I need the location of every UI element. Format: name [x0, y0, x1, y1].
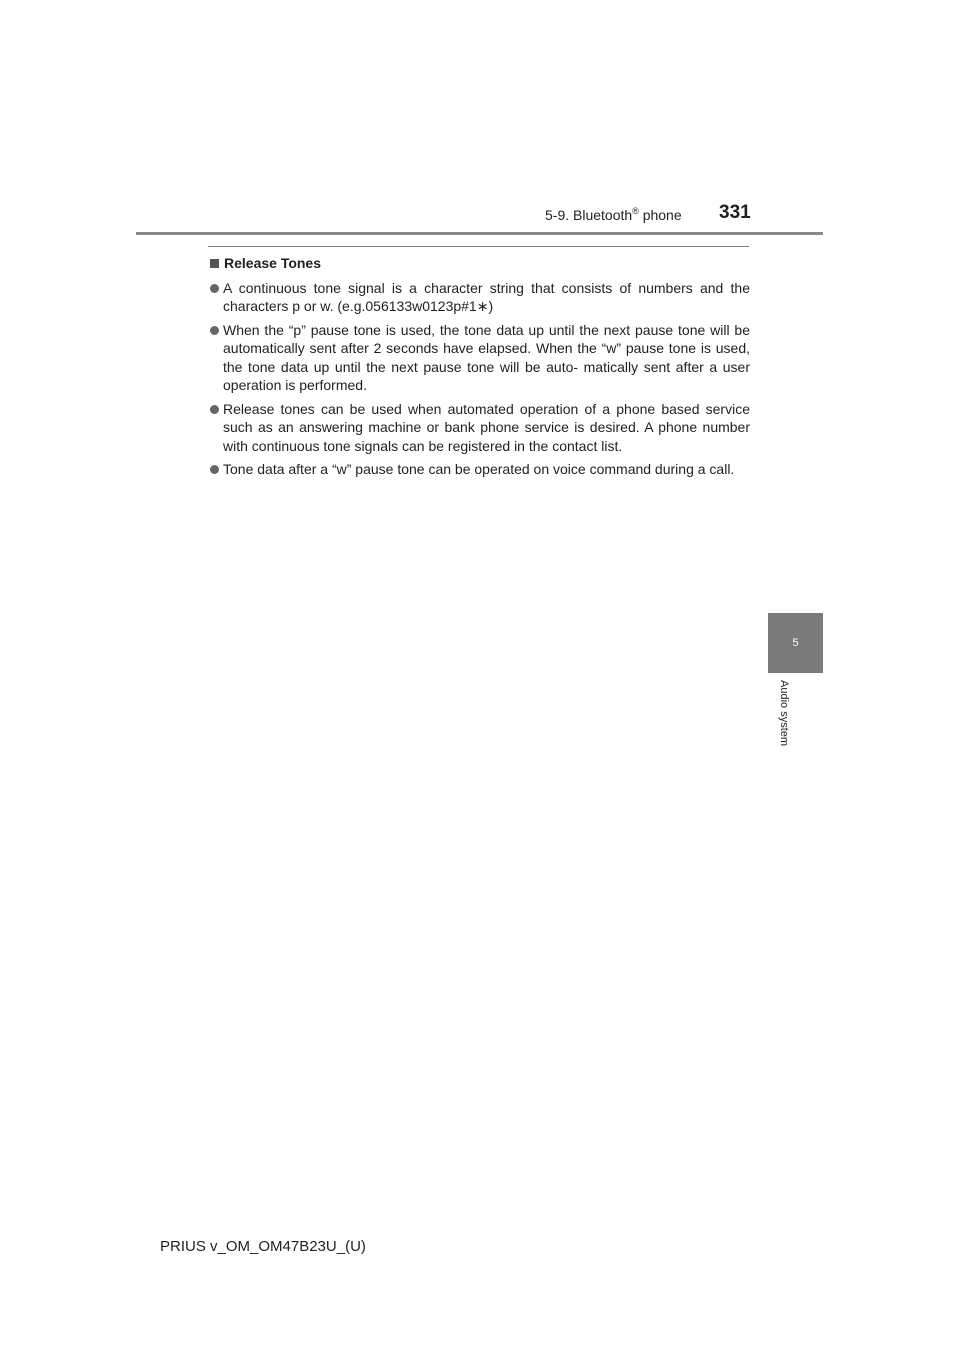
circle-bullet-icon	[210, 326, 219, 335]
list-item	[210, 321, 750, 395]
circle-bullet-icon	[210, 284, 219, 293]
running-header	[545, 206, 682, 223]
chapter-label: Audio system	[778, 680, 790, 747]
list-item	[210, 460, 750, 479]
section-title-suffix: phone	[638, 207, 682, 223]
page-number: 331	[719, 202, 751, 223]
list-item-text: Release tones can be used when automated operation of a phone based service such as an answering machine or bank phone service is desired. A phone number with continuous tone signals can be registered in the contact list.	[223, 400, 750, 454]
section-heading-text: Release Tones	[224, 255, 322, 271]
footer-model-code: PRIUS v_OM_OM47B23U_(U)	[160, 1238, 366, 1255]
section-divider	[208, 246, 749, 247]
circle-bullet-icon	[210, 405, 219, 414]
circle-bullet-icon	[210, 465, 219, 474]
list-item-text: When the “p” pause tone is used, the tone data up until the next pause tone will be automatically sent after 2 seconds have elapsed. When the “w” pause tone is used, the tone data up until the next pause tone will be auto- matically sent after a user operation is performed.	[223, 321, 750, 393]
registered-mark: ®	[632, 206, 639, 216]
chapter-number: 5	[792, 637, 799, 649]
section-title: 5-9. Bluetooth	[545, 207, 633, 223]
list-item	[210, 400, 750, 456]
list-item-text: Tone data after a “w” pause tone can be operated on voice command during a call.	[223, 461, 735, 477]
chapter-tab	[768, 613, 823, 673]
list-item	[210, 279, 750, 316]
square-bullet-icon	[210, 259, 219, 268]
list-item-text: A continuous tone signal is a character string that consists of numbers and the characters p or w. (e.g.056133w0123p#1∗)	[223, 279, 750, 314]
header-divider	[136, 232, 823, 235]
page-content	[210, 254, 750, 484]
section-heading	[210, 254, 750, 273]
